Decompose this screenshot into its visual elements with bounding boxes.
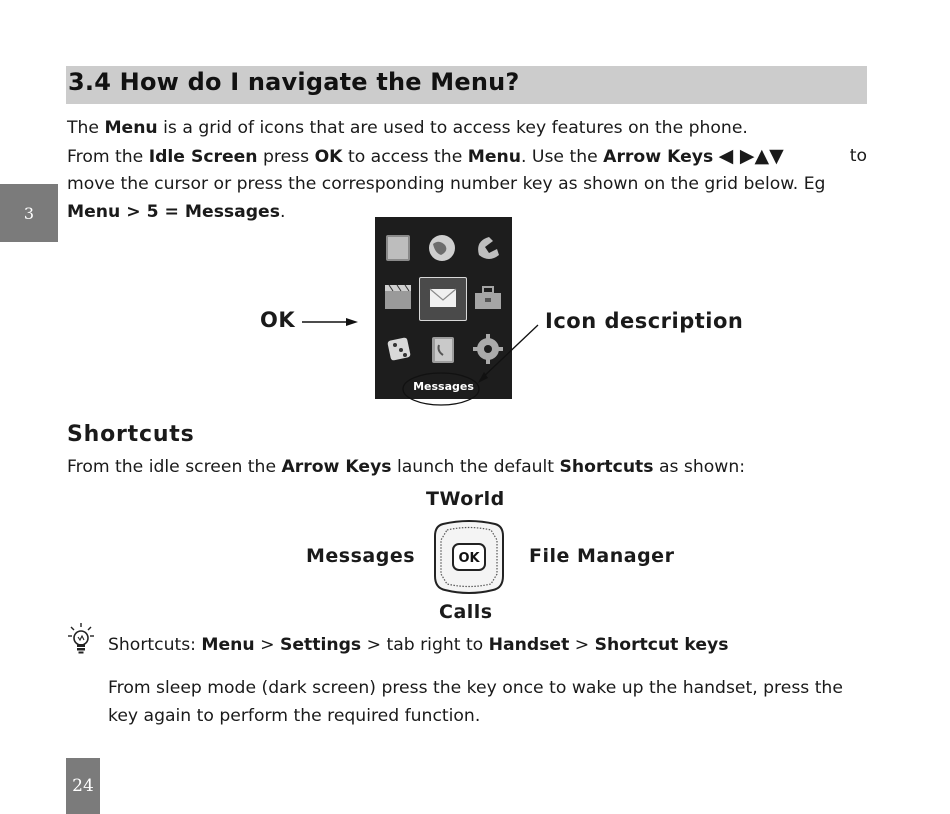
- shortcut-left-label: Messages: [306, 545, 416, 567]
- shortcut-up-label: TWorld: [426, 488, 505, 510]
- phone-book-icon: [478, 237, 499, 259]
- ok-arrow: [300, 314, 362, 330]
- ok-key-label: OK: [458, 551, 480, 566]
- shortcuts-heading: Shortcuts: [67, 422, 195, 447]
- ok-label: OK: [260, 308, 296, 332]
- navigation-key-icon: [433, 520, 505, 594]
- note-line-2: key again to perform the required function.: [108, 706, 481, 726]
- chapter-tab: 3: [0, 184, 58, 242]
- intro-line-1: The Menu is a grid of icons that are used to access key features on the phone.: [67, 118, 748, 138]
- shortcut-right-label: File Manager: [529, 545, 675, 567]
- screen-caption: Messages: [413, 380, 474, 393]
- folder-icon: [386, 235, 410, 261]
- shortcuts-intro: From the idle screen the Arrow Keys launch the default Shortcuts as shown:: [67, 457, 746, 477]
- caption-callout: [398, 300, 548, 410]
- icon-description-label: Icon description: [545, 309, 744, 333]
- note-line-1: From sleep mode (dark screen) press the key once to wake up the handset, press the: [108, 678, 843, 698]
- tip-text: Shortcuts: Menu > Settings > tab right to Handset > Shortcut keys: [108, 635, 729, 655]
- intro-line-2: From the Idle Screen press OK to access the Menu. Use the Arrow Keys ◀ ▶▲▼ to: [67, 145, 867, 167]
- lightbulb-icon: [68, 622, 94, 656]
- page-title: 3.4 How do I navigate the Menu?: [68, 68, 520, 96]
- shortcut-down-label: Calls: [439, 601, 493, 623]
- globe-icon: [429, 235, 455, 261]
- intro-line-3: move the cursor or press the corresponding number key as shown on the grid below. Eg: [67, 174, 826, 194]
- arrow-keys-icon: ◀ ▶▲▼: [718, 145, 784, 167]
- page-number: 24: [66, 758, 100, 814]
- intro-line-4: Menu > 5 = Messages.: [67, 202, 286, 222]
